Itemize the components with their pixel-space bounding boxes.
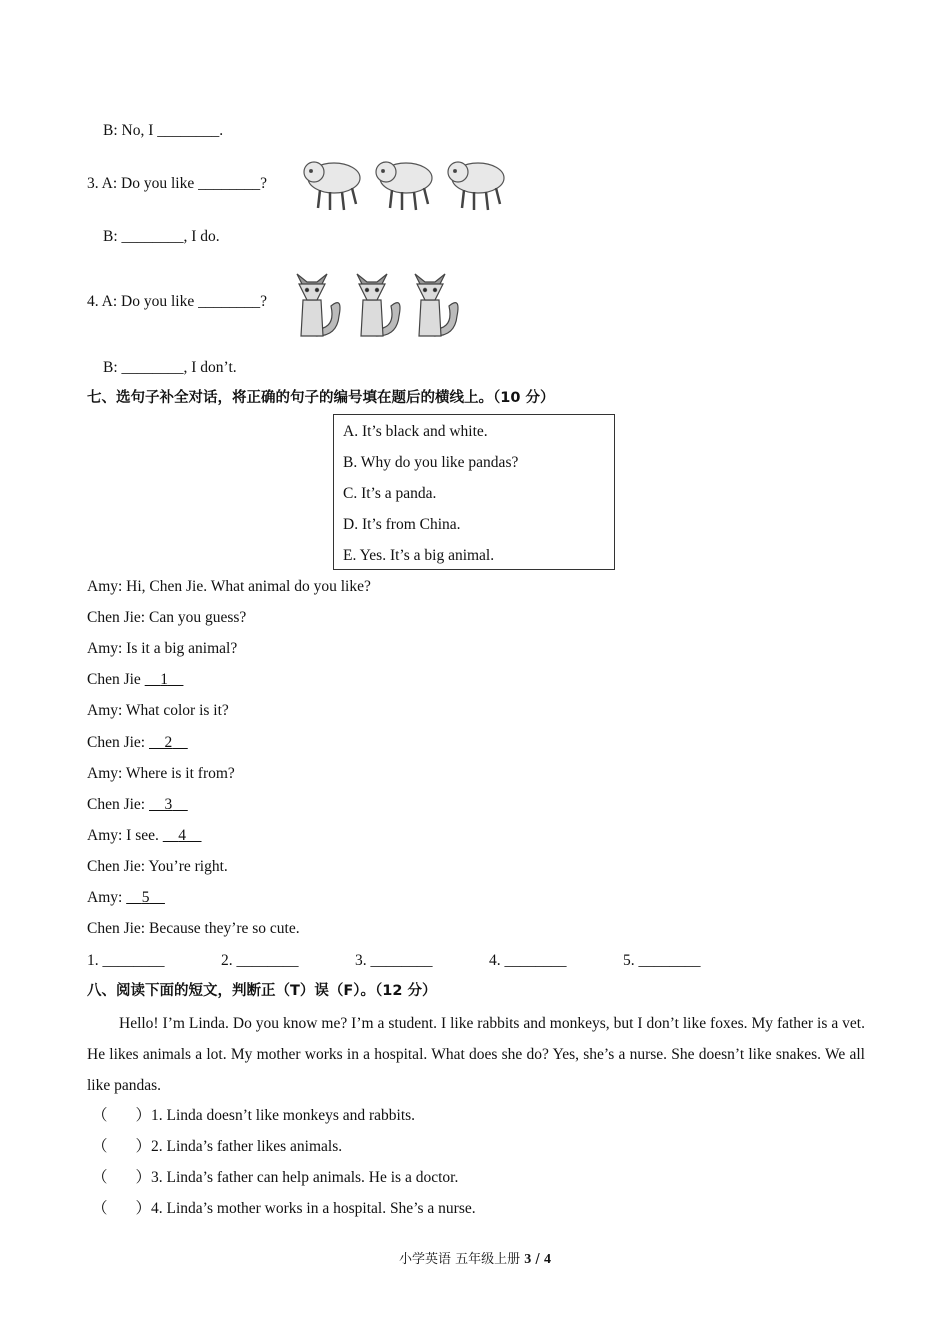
- option-d: D. It’s from China.: [343, 516, 461, 533]
- dialogue-line: Chen Jie 1: [87, 670, 183, 690]
- paren-open[interactable]: （: [92, 1169, 108, 1186]
- blank-4: 4: [178, 827, 187, 844]
- blank-1: 1: [160, 671, 168, 688]
- q4-question-a: 4. A: Do you like ________?: [87, 293, 267, 310]
- answer-slot-1[interactable]: 1. ________: [87, 952, 165, 969]
- tf-item-4: （ ）4. Linda’s mother works in a hospital. She’s a nurse.: [92, 1200, 476, 1217]
- dialogue-line: Chen Jie: You’re right.: [87, 858, 228, 875]
- answer-slot-5[interactable]: 5. ________: [623, 952, 701, 969]
- section8-title: 八、阅读下面的短文，判断正（T）误（F）。（12 分）: [87, 983, 437, 999]
- blank-5: 5: [141, 889, 150, 906]
- blank-3: 3: [164, 796, 173, 813]
- fox-icon: [287, 266, 463, 340]
- section7-title: 七、选句子补全对话，将正确的句子的编号填在题后的横线上。（10 分）: [87, 390, 555, 406]
- paren-open[interactable]: （: [92, 1107, 108, 1124]
- tf-item-2: （ ）2. Linda’s father likes animals.: [92, 1138, 343, 1155]
- reading-passage: Hello! I’m Linda. Do you know me? I’m a student. I like rabbits and monkeys, but I don’t like foxes. My father is a vet. He likes animals a lot. My mother works in a hospital. What does she do? Yes, she’s a nurse. She doesn’t like snakes. We all like pandas.: [87, 1015, 865, 1094]
- q4-answer-b: B: ________, I don’t.: [103, 359, 237, 376]
- dialogue-line: Chen Jie: Can you guess?: [87, 609, 247, 626]
- answer-slot-4[interactable]: 4. ________: [489, 952, 567, 969]
- options-box: [333, 414, 615, 570]
- dialogue-line: Amy: Hi, Chen Jie. What animal do you like?: [87, 578, 371, 595]
- answer-slot-3[interactable]: 3. ________: [355, 952, 433, 969]
- page-total: 4: [543, 1252, 551, 1267]
- footer-label: 小学英语 五年级上册: [399, 1252, 525, 1267]
- page-number: 3: [524, 1252, 532, 1267]
- dialogue-line: Amy: Where is it from?: [87, 765, 235, 782]
- answer-slot-2[interactable]: 2. ________: [221, 952, 299, 969]
- option-a: A. It’s black and white.: [343, 423, 488, 440]
- tf-item-1: （ ）1. Linda doesn’t like monkeys and rabbits.: [92, 1107, 416, 1124]
- option-e: E. Yes. It’s a big animal.: [343, 547, 495, 564]
- page-separator: /: [531, 1252, 544, 1267]
- page-footer: [0, 1248, 950, 1268]
- dialogue-line: Amy: 5: [87, 888, 165, 908]
- dialogue-line: Chen Jie: Because they’re so cute.: [87, 920, 300, 937]
- option-c: C. It’s a panda.: [343, 485, 437, 502]
- dialogue-line: Amy: Is it a big animal?: [87, 640, 238, 657]
- dialogue-line: Amy: What color is it?: [87, 702, 229, 719]
- paren-open[interactable]: （: [92, 1138, 108, 1155]
- option-b: B. Why do you like pandas?: [343, 454, 519, 471]
- q2-answer-b: B: No, I ________.: [103, 122, 224, 139]
- paren-open[interactable]: （: [92, 1200, 108, 1217]
- blank-2: 2: [164, 734, 173, 751]
- dialogue-line: Amy: I see. 4: [87, 826, 202, 846]
- sheep-icon: [290, 152, 512, 214]
- dialogue-line: Chen Jie: 3: [87, 795, 188, 815]
- dialogue-line: Chen Jie: 2: [87, 733, 188, 753]
- tf-item-3: （ ）3. Linda’s father can help animals. He is a doctor.: [92, 1169, 459, 1186]
- q3-answer-b: B: ________, I do.: [103, 228, 220, 245]
- q3-question-a: 3. A: Do you like ________?: [87, 175, 267, 192]
